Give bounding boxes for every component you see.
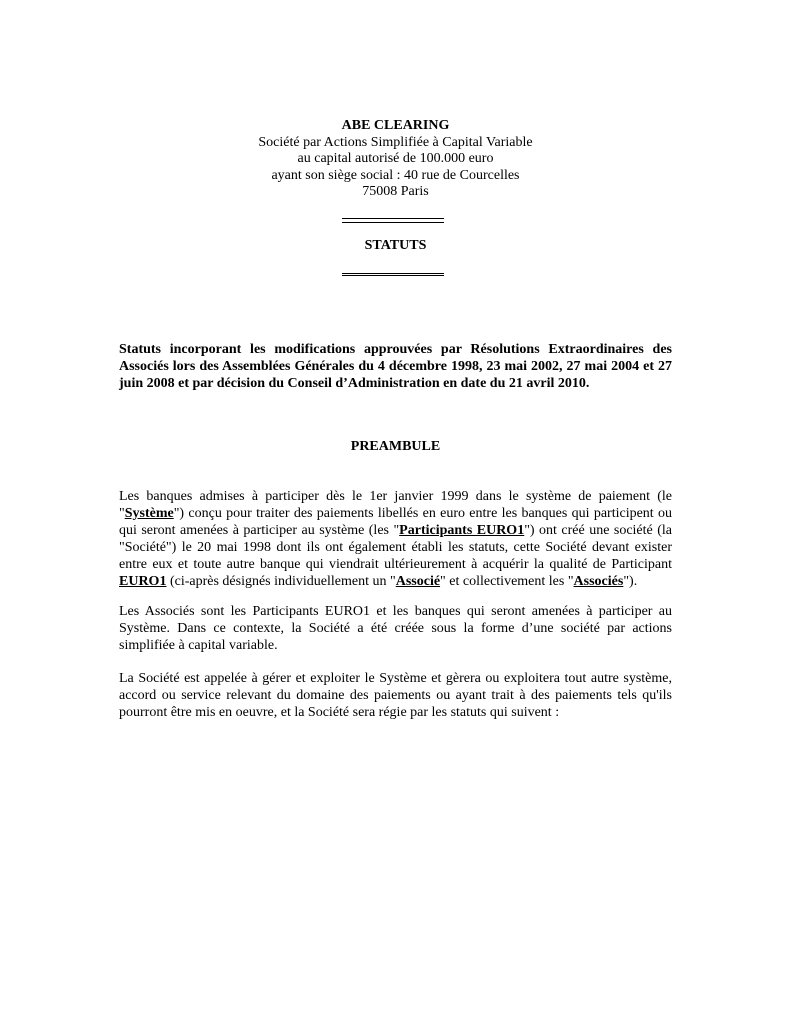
double-rule-top [342,218,444,223]
p1-text-5: " et collectivement les " [440,574,574,589]
p1-text-6: "). [623,574,638,589]
term-systeme: Système [124,506,174,521]
term-associes: Associés [573,574,624,589]
p1-text-2: ") conçu pour traiter des paiements libellés en euro entre les banques qui participent ou qui seront amenées à participer au système (les " [119,506,672,538]
preamble-title: PREAMBULE [350,439,441,454]
company-header [119,118,672,201]
company-city: 75008 Paris [362,184,429,199]
preamble-paragraph-3: La Société est appelée à gérer et exploiter le Système et gèrera ou exploitera tout autre système, accord ou service relevant du domaine des paiements ou ayant trait à des paiements tels qu'ils pourront être mis en oeuvre, et la Société sera régie par les statuts qui suivent : [119,671,672,720]
company-form: Société par Actions Simplifiée à Capital Variable [258,134,533,150]
p1-text-1: Les banques admises à participer dès le 1er janvier 1999 dans le système de paiement (le " [119,489,672,521]
preamble-paragraph-1 [119,488,672,590]
company-address: ayant son siège social : 40 rue de Courcelles [271,167,520,183]
statuts-intro: Statuts incorporant les modifications approuvées par Résolutions Extraordinaires des Associés lors des Assemblées Générales du 4 décembre 1998, 23 mai 2002, 27 mai 2004 et 27 juin 2008 et par décision du Conseil d’Administration en date du 21 avril 2010. [119,342,672,391]
rule-under-title-1 [342,273,444,274]
term-associe: Associé [395,574,441,589]
p1-text-4: (ci-après désignés individuellement un " [166,574,396,589]
company-name: ABE CLEARING [341,118,450,133]
term-euro1: EURO1 [119,574,167,589]
rule-under-title-2 [342,275,444,276]
term-participants-euro1: Participants EURO1 [399,523,525,538]
document-title: STATUTS [364,238,427,253]
preamble-paragraph-2: Les Associés sont les Participants EURO1 et les banques qui seront amenées à participer au Système. Dans ce contexte, la Société a été créée sous la forme d’une société par actions simplifiée à capital variable. [119,604,672,653]
company-capital: au capital autorisé de 100.000 euro [297,151,494,166]
p1-text-3: ") ont créé une société (la "Société") le 20 mai 1998 dont ils ont également établi les statuts, cette Société devant exister entre eux et toute autre banque qui viendrait ultérieurement à acquérir la qualité de Participant [119,523,672,572]
